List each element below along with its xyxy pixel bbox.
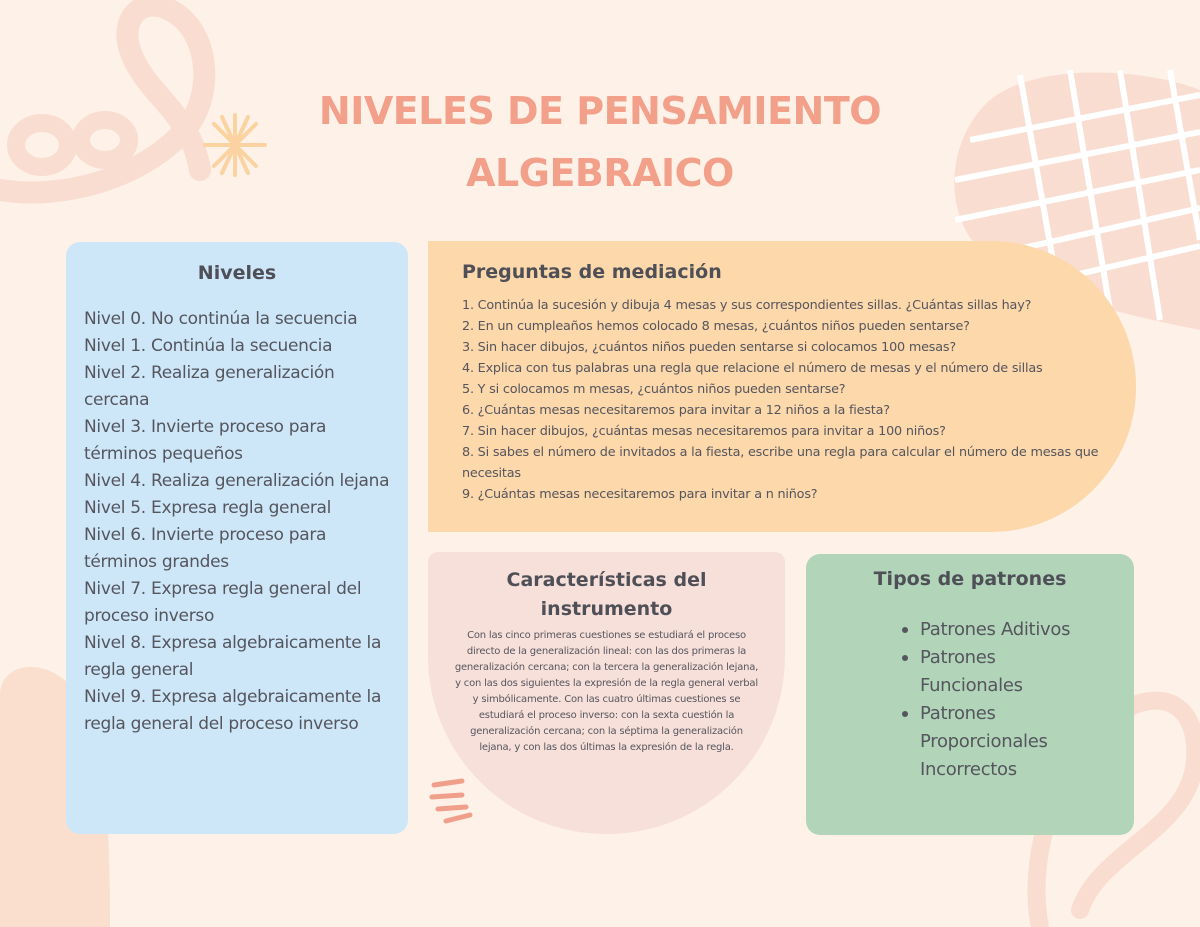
pregunta-item-7: 7. Sin hacer dibujos, ¿cuántas mesas necesitaremos para invitar a 100 niños? — [462, 424, 946, 439]
caracteristicas-text: Con las cinco primeras cuestiones se estudiará el proceso directo de la generalización lineal: con las dos primeras la generalización cercana; con la tercera la generalización lejana, y con las dos siguientes la expresión de la regla general verbal y simbólicamente. Con las cuatro últimas cuestiones se estudiará el proceso inverso: con la sexta cuestión la generalización cercana; con la séptima la generalización lejana, y con las dos últimas la expresión de la regla. — [454, 630, 759, 753]
swirl-decoration-icon — [0, 0, 230, 230]
tipos-card — [806, 554, 1134, 835]
preguntas-card — [428, 241, 1136, 532]
tipos-list — [826, 616, 1114, 784]
bullet-icon — [902, 711, 908, 717]
pregunta-item-5: 5. Y si colocamos m mesas, ¿cuántos niños pueden sentarse? — [462, 382, 846, 397]
pregunta-item-6: 6. ¿Cuántas mesas necesitaremos para invitar a 12 niños a la fiesta? — [462, 403, 890, 418]
nivel-item-4: Nivel 4. Realiza generalización lejana — [84, 471, 390, 491]
tipos-title: Tipos de patrones — [873, 568, 1067, 590]
tipo-item-label: Patrones Funcionales — [920, 647, 1023, 696]
tipo-item-label: Patrones Proporcionales Incorrectos — [920, 703, 1048, 780]
tipo-item-funcionales — [902, 644, 1080, 700]
tipo-item-aditivos — [902, 616, 1080, 644]
niveles-title: Niveles — [197, 262, 277, 284]
page-title — [200, 80, 1000, 204]
pregunta-item-8: 8. Si sabes el número de invitados a la fiesta, escribe una regla para calcular el número de mesas que necesitas — [462, 445, 1099, 481]
caracteristicas-title — [454, 566, 759, 624]
preguntas-title: Preguntas de mediación — [462, 261, 722, 283]
preguntas-list — [462, 295, 1102, 505]
pregunta-item-4: 4. Explica con tus palabras una regla que relacione el número de mesas y el número de sillas — [462, 361, 1043, 376]
page-title-line-1: NIVELES DE PENSAMIENTO — [318, 89, 882, 133]
caracteristicas-title-line-2: instrumento — [540, 598, 673, 620]
pregunta-item-2: 2. En un cumpleaños hemos colocado 8 mesas, ¿cuántos niños pueden sentarse? — [462, 319, 970, 334]
nivel-item-3: Nivel 3. Invierte proceso para términos pequeños — [84, 417, 327, 464]
bullet-icon — [902, 627, 908, 633]
tipo-item-proporcionales — [902, 700, 1080, 784]
niveles-list — [84, 306, 390, 738]
nivel-item-5: Nivel 5. Expresa regla general — [84, 498, 332, 518]
nivel-item-2: Nivel 2. Realiza generalización cercana — [84, 363, 335, 410]
pregunta-item-1: 1. Continúa la sucesión y dibuja 4 mesas y sus correspondientes sillas. ¿Cuántas sillas hay? — [462, 298, 1032, 313]
nivel-item-9: Nivel 9. Expresa algebraicamente la regla general del proceso inverso — [84, 687, 382, 734]
pregunta-item-3: 3. Sin hacer dibujos, ¿cuántos niños pueden sentarse si colocamos 100 mesas? — [462, 340, 956, 355]
nivel-item-1: Nivel 1. Continúa la secuencia — [84, 336, 333, 356]
niveles-card — [66, 242, 408, 834]
bullet-icon — [902, 655, 908, 661]
caracteristicas-title-line-1: Características del — [506, 569, 707, 591]
pregunta-item-9: 9. ¿Cuántas mesas necesitaremos para invitar a n niños? — [462, 487, 818, 502]
nivel-item-7: Nivel 7. Expresa regla general del proceso inverso — [84, 579, 362, 626]
page-title-line-2: ALGEBRAICO — [466, 151, 734, 195]
tipo-item-label: Patrones Aditivos — [920, 619, 1071, 640]
nivel-item-8: Nivel 8. Expresa algebraicamente la regla general — [84, 633, 382, 680]
nivel-item-6: Nivel 6. Invierte proceso para términos grandes — [84, 525, 327, 572]
rays-decoration-icon — [428, 775, 484, 831]
nivel-item-0: Nivel 0. No continúa la secuencia — [84, 309, 358, 329]
